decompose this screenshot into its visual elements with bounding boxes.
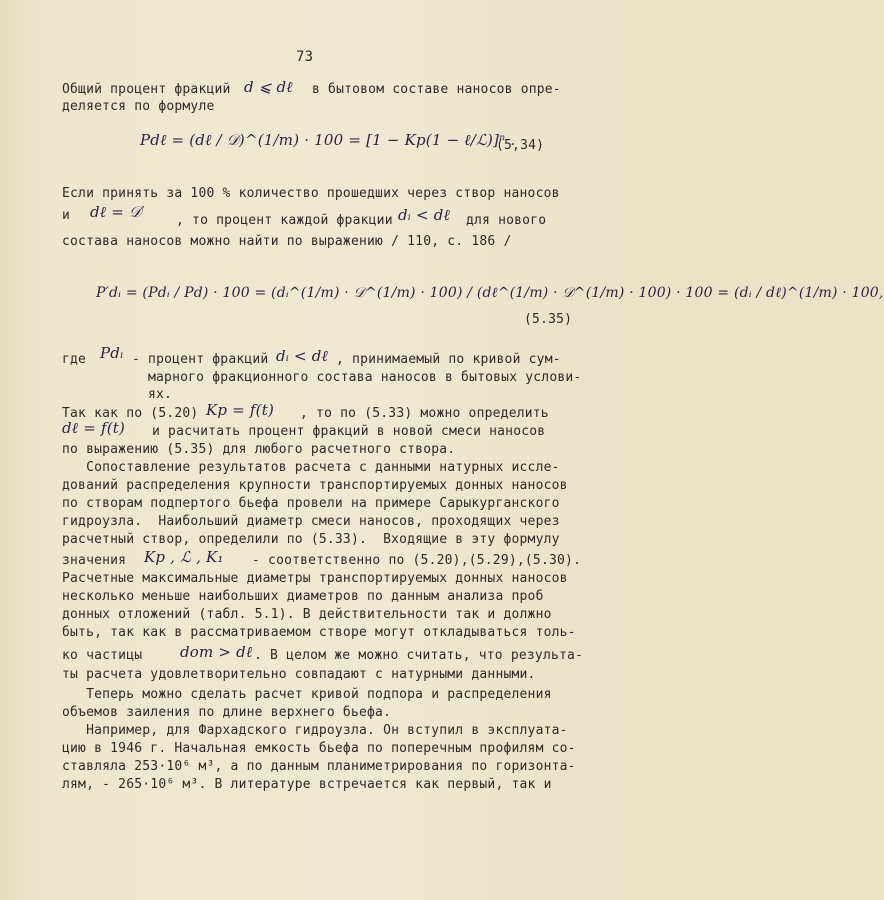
formula-di-lt-dl-2: dᵢ < dℓ: [276, 347, 328, 365]
line-7: марного фракционного состава наносов в бытовых услови-: [148, 370, 582, 385]
line-22a: ко частицы: [62, 648, 143, 663]
line-2: деляется по формуле: [62, 99, 215, 114]
line-26: Например, для Фархадского гидроузла. Он вступил в эксплуата-: [62, 723, 568, 738]
line-5: состава наносов можно найти по выражению / 110, с. 186 /: [62, 234, 512, 249]
line-12: Сопоставление результатов расчета с данными натурных иссле-: [62, 460, 560, 475]
line-28: ставляла 253·10⁶ м³, а по данным планиметрирования по горизонта-: [62, 759, 576, 774]
line-9b: , то по (5.33) можно определить: [300, 406, 549, 421]
line-4a: и: [62, 208, 71, 223]
line-1b: в бытовом составе наносов опре-: [312, 82, 561, 97]
line-25: объемов заиления по длине верхнего бьефа.: [62, 705, 392, 720]
line-17a: значения: [62, 553, 127, 568]
formula-kp-f: Kр = f(t): [206, 401, 274, 419]
line-4b: , то процент каждой фракции: [176, 213, 393, 228]
line-6b: - процент фракций: [132, 352, 269, 367]
line-11: по выражению (5.35) для любого расчетного створа.: [62, 442, 456, 457]
line-21: быть, так как в рассматриваемом створе могут откладываться толь-: [62, 625, 576, 640]
line-8: ях.: [148, 387, 173, 402]
line-19: несколько меньше наибольших диаметров по данным анализа проб: [62, 589, 544, 604]
line-24: Теперь можно сделать расчет кривой подпора и распределения: [62, 687, 552, 702]
line-1a: Общий процент фракций: [62, 82, 231, 97]
formula-pdi: Pdᵢ: [100, 344, 124, 362]
formula-di-lt-dl: dᵢ < dℓ: [398, 206, 450, 224]
page-number: 73: [296, 49, 314, 65]
line-9a: Так как по (5.20): [62, 406, 199, 421]
line-10: и расчитать процент фракций в новой смеси наносов: [152, 424, 546, 439]
equation-number-5-34: (5,34): [496, 138, 545, 153]
formula-dom: dom > dℓ: [180, 643, 253, 661]
line-6c: , принимаемый по кривой сум-: [336, 352, 561, 367]
line-17b: - соответственно по (5.20),(5.29),(5.30).: [252, 553, 582, 568]
line-14: по створам подпертого бьефа провели на примере Сарыкурганского: [62, 496, 560, 511]
line-15: гидроузла. Наибольший диаметр смеси наносов, проходящих через: [62, 514, 560, 529]
line-13: дований распределения крупности транспортируемых донных наносов: [62, 478, 568, 493]
line-23: ты расчета удовлетворительно совпадают с натурными данными.: [62, 667, 536, 682]
formula-d-le: d ⩽ dℓ: [244, 78, 293, 96]
equation-number-5-35: (5.35): [524, 312, 573, 327]
line-4c: для нового: [466, 213, 547, 228]
line-29: лям, - 265·10⁶ м³. В литературе встречается как первый, так и: [62, 777, 552, 792]
formula-dl-eq-D: dℓ = 𝒟′: [90, 203, 145, 221]
equation-5-35: P′dᵢ = (Pdᵢ / Pd) · 100 = (dᵢ^(1/m) · 𝒟^(1/m) · 100) / (dℓ^(1/m) · 𝒟^(1/m) · 100) · 100 = (dᵢ / dℓ)^(1/m) · 100,: [96, 285, 884, 301]
line-18: Расчетные максимальные диаметры транспортируемых донных наносов: [62, 571, 568, 586]
line-27: цию в 1946 г. Начальная емкость бьефа по поперечным профилям со-: [62, 741, 576, 756]
formula-vars: Kр , ℒ , K₁: [144, 548, 224, 566]
equation-5-34: Pdℓ = (dℓ / 𝒟)^(1/m) · 100 = [1 − Kр(1 − ℓ/ℒ)]ⁿ .: [140, 131, 516, 149]
line-22b: . В целом же можно считать, что результа-: [254, 648, 584, 663]
line-16: расчетный створ, определили по (5.33). Входящие в эту формулу: [62, 532, 560, 547]
formula-dl-f: dℓ = f(t): [62, 419, 126, 437]
line-3: Если принять за 100 % количество прошедших через створ наносов: [62, 186, 560, 201]
line-20: донных отложений (табл. 5.1). В действительности так и должно: [62, 607, 552, 622]
line-6a: где: [62, 352, 87, 367]
